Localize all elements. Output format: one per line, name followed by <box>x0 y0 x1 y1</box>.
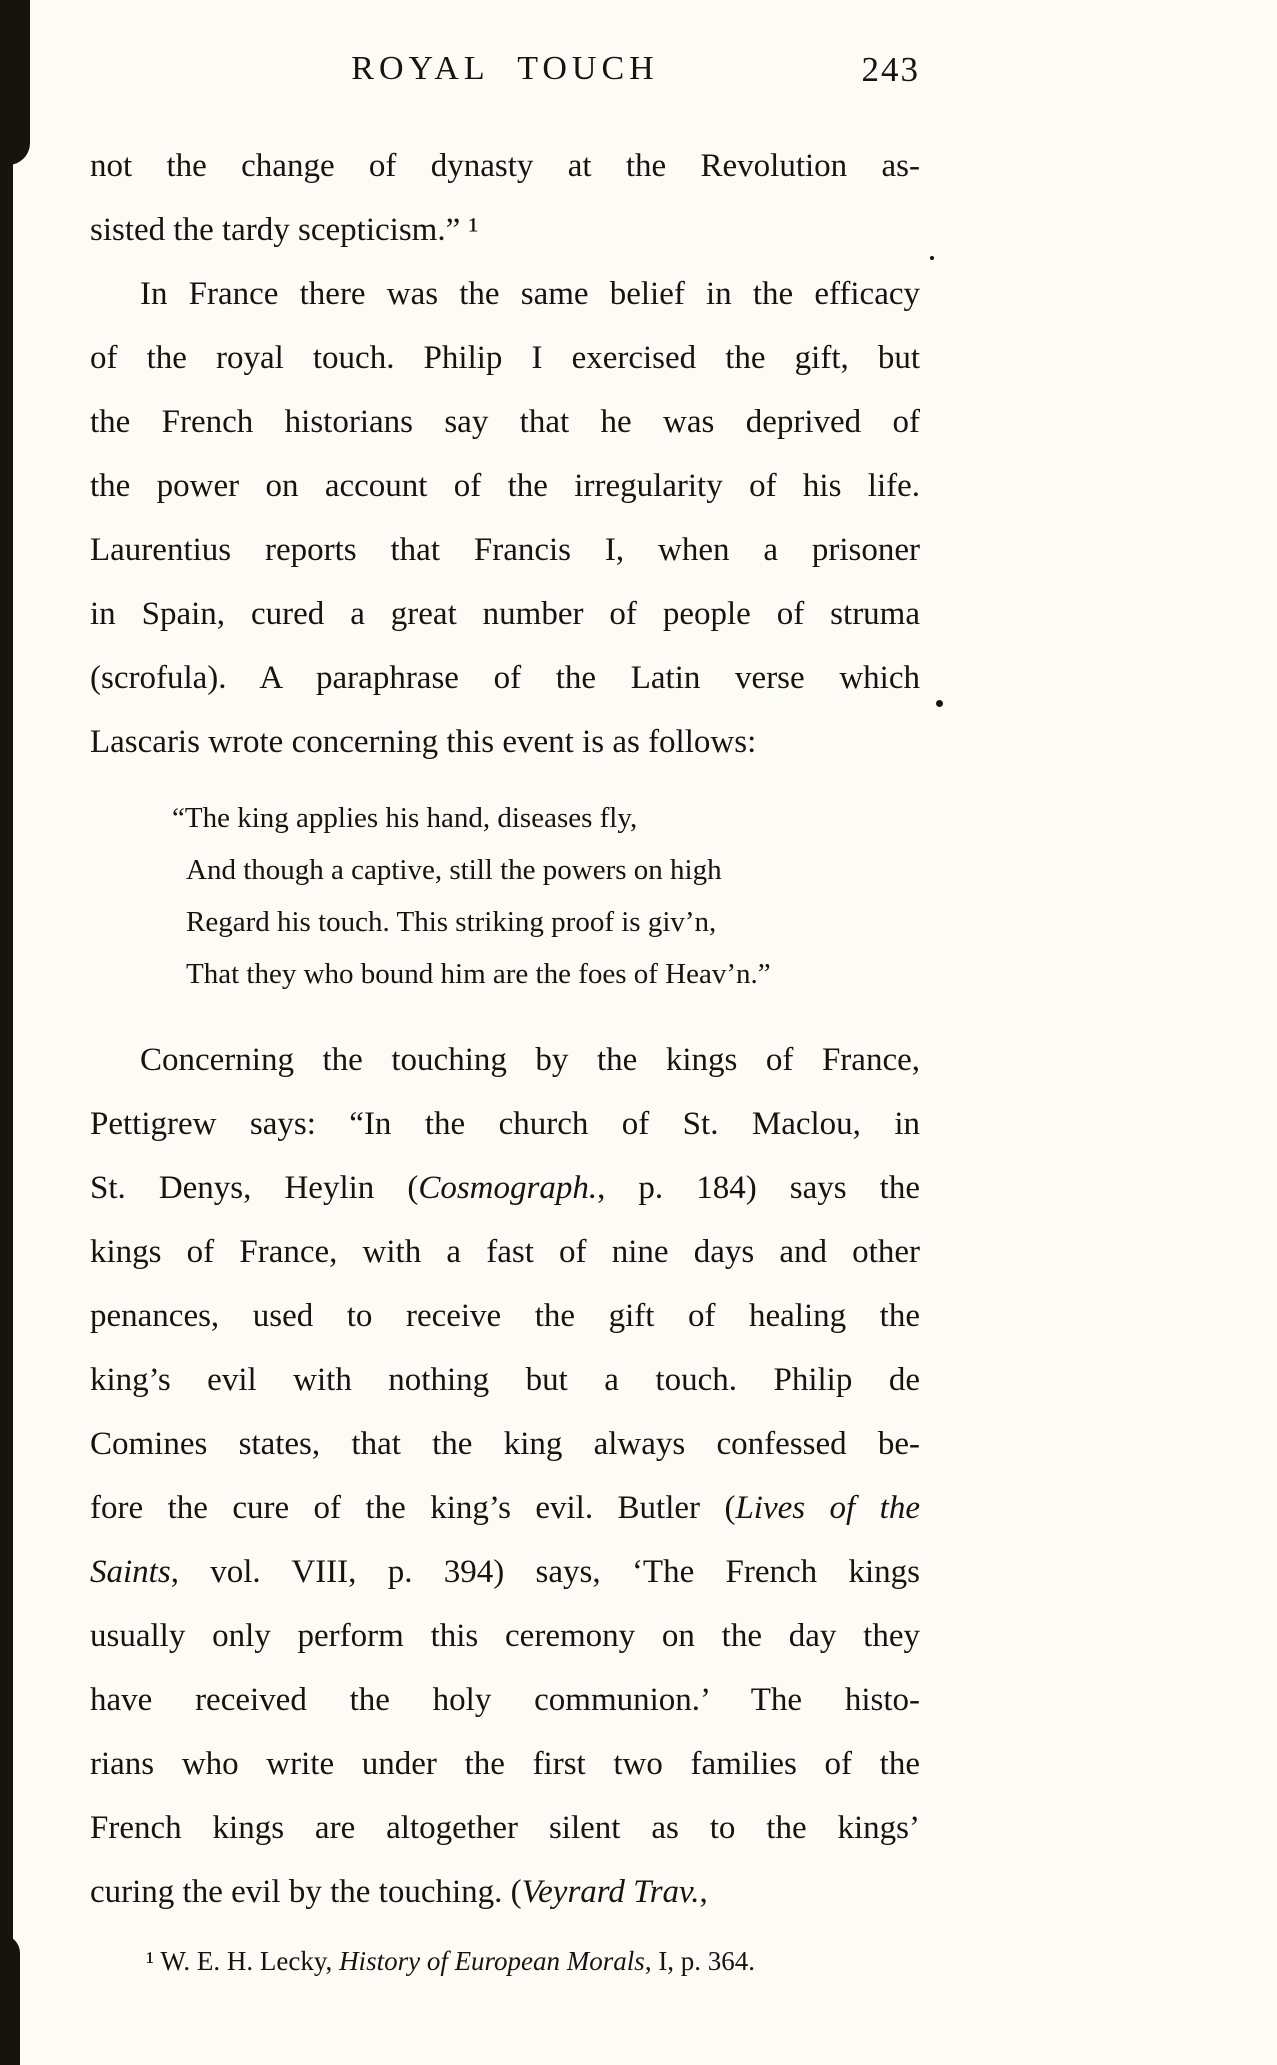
text-line: Regard his touch. This striking proof is giv’n, <box>186 906 717 938</box>
text-line: Pettigrew says: “In the church of St. Maclou, in <box>90 1106 920 1142</box>
text-line: the power on account of the irregularity of his life. <box>90 468 920 504</box>
text-line: French kings are altogether silent as to the kings’ <box>90 1810 920 1846</box>
text-line: ¹ W. E. H. Lecky, History of European Morals, I, p. 364. <box>146 1946 756 1976</box>
text-line: St. Denys, Heylin (Cosmograph., p. 184) says the <box>90 1170 920 1206</box>
text-line: Saints, vol. VIII, p. 394) says, ‘The French kings <box>90 1554 920 1590</box>
text-line: kings of France, with a fast of nine days and other <box>90 1234 920 1270</box>
paragraph <box>90 262 920 774</box>
scan-corner-artifact-top <box>0 0 30 165</box>
text-line: penances, used to receive the gift of healing the <box>90 1298 920 1334</box>
text-line: “The king applies his hand, diseases fly, <box>172 802 638 834</box>
text-line: That they who bound him are the foes of Heav’n.” <box>186 958 771 990</box>
text-line: Laurentius reports that Francis I, when a prisoner <box>90 532 920 568</box>
text-line: usually only perform this ceremony on the day they <box>90 1618 920 1654</box>
scan-speck <box>936 700 943 707</box>
text-line: rians who write under the first two families of the <box>90 1746 920 1782</box>
footnote-block <box>90 1940 920 1982</box>
running-head <box>90 50 920 98</box>
scan-edge-artifact <box>0 0 13 2065</box>
text-line: curing the evil by the touching. (Veyrard Trav., <box>90 1874 708 1910</box>
text-line: In France there was the same belief in the efficacy <box>140 276 920 312</box>
text-line: have received the holy communion.’ The histo- <box>90 1682 920 1718</box>
text-line: Comines states, that the king always confessed be- <box>90 1426 920 1462</box>
text-line: king’s evil with nothing but a touch. Philip de <box>90 1362 920 1398</box>
text-line: the French historians say that he was deprived of <box>90 404 920 440</box>
scan-speck <box>930 256 934 260</box>
text-line: not the change of dynasty at the Revolution as- <box>90 148 920 184</box>
text-line: of the royal touch. Philip I exercised the gift, but <box>90 340 920 376</box>
text-line: Lascaris wrote concerning this event is as follows: <box>90 724 757 760</box>
text-line: (scrofula). A paraphrase of the Latin verse which <box>90 660 920 696</box>
page-title: ROYAL TOUCH <box>351 50 659 87</box>
page-number: 243 <box>861 50 920 89</box>
scan-corner-artifact-bottom <box>0 1935 20 2065</box>
text-line: in Spain, cured a great number of people of struma <box>90 596 920 632</box>
text-line: fore the cure of the king’s evil. Butler (Lives of the <box>90 1490 920 1526</box>
text-line: Concerning the touching by the kings of France, <box>140 1042 920 1078</box>
page-body <box>90 134 920 1982</box>
paragraph <box>90 134 920 262</box>
text-line: And though a captive, still the powers on high <box>186 854 722 886</box>
paragraph <box>90 1028 920 1924</box>
verse-block <box>172 792 920 1000</box>
text-line: sisted the tardy scepticism.” ¹ <box>90 212 479 248</box>
